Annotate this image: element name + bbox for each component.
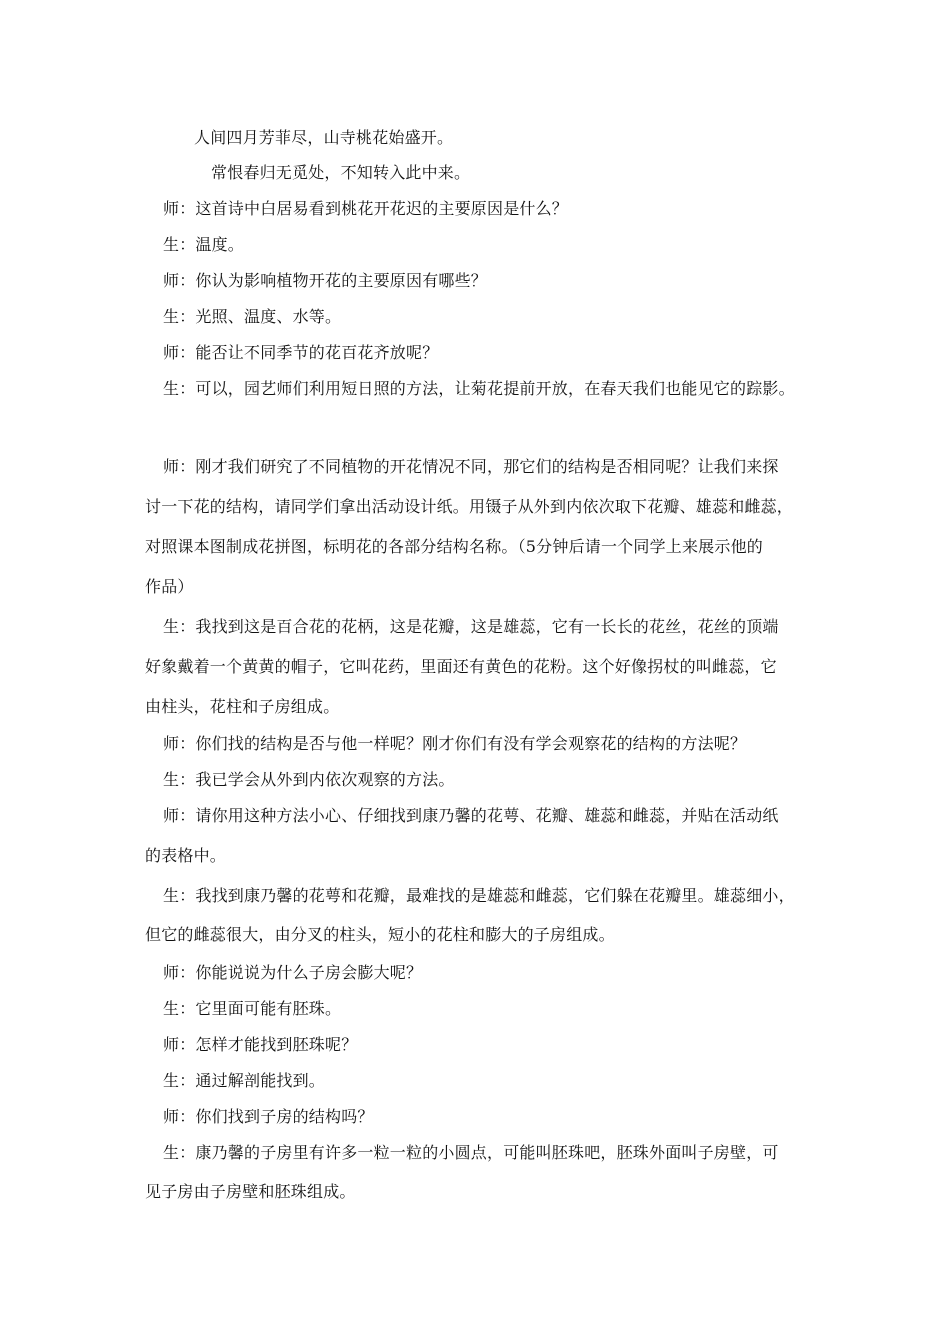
paragraph-line: 师：能否让不同季节的花百花齐放呢？ — [163, 343, 439, 362]
paragraph-line: 由柱头，花柱和子房组成。 — [145, 697, 340, 716]
paragraph-line: 作品） — [145, 577, 194, 596]
paragraph-line: 对照课本图制成花拼图，标明花的各部分结构名称。（5分钟后请一个同学上来展示他的 — [145, 537, 763, 556]
poem-line-1: 人间四月芳菲尽，山寺桃花始盛开。 — [194, 128, 454, 147]
paragraph-line: 师：你们找的结构是否与他一样呢？刚才你们有没有学会观察花的结构的方法呢？ — [163, 734, 747, 753]
paragraph-line: 师：你认为影响植物开花的主要原因有哪些？ — [163, 271, 488, 290]
paragraph-line: 见子房由子房壁和胚珠组成。 — [145, 1182, 356, 1201]
paragraph-line: 生：我已学会从外到内依次观察的方法。 — [163, 770, 455, 789]
paragraph-line: 生：我找到这是百合花的花柄，这是花瓣，这是雄蕊，它有一长长的花丝，花丝的顶端 — [163, 617, 779, 636]
paragraph-line: 好象戴着一个黄黄的帽子，它叫花药，里面还有黄色的花粉。这个好像拐杖的叫雌蕊，它 — [145, 657, 777, 676]
paragraph-line: 师：怎样才能找到胚珠呢？ — [163, 1035, 358, 1054]
paragraph-line: 生：康乃馨的子房里有许多一粒一粒的小圆点，可能叫胚珠吧，胚珠外面叫子房壁，可 — [163, 1143, 779, 1162]
paragraph-line: 生：通过解剖能找到。 — [163, 1071, 326, 1090]
paragraph-line: 师：你能说说为什么子房会膨大呢？ — [163, 963, 423, 982]
paragraph-line: 生：可以，园艺师们利用短日照的方法，让菊花提前开放，在春天我们也能见它的踪影。 — [163, 379, 795, 398]
paragraph-line: 的表格中。 — [145, 846, 227, 865]
paragraph-line: 生：它里面可能有胚珠。 — [163, 999, 342, 1018]
paragraph-line: 师：你们找到子房的结构吗？ — [163, 1107, 374, 1126]
paragraph-line: 师：请你用这种方法小心、仔细找到康乃馨的花萼、花瓣、雄蕊和雌蕊，并贴在活动纸 — [163, 806, 779, 825]
poem-line-2: 常恨春归无觅处，不知转入此中来。 — [211, 163, 471, 182]
paragraph-line: 师：刚才我们研究了不同植物的开花情况不同，那它们的结构是否相同呢？让我们来探 — [163, 457, 779, 476]
paragraph-line: 师：这首诗中白居易看到桃花开花迟的主要原因是什么？ — [163, 199, 569, 218]
paragraph-line: 但它的雌蕊很大，由分叉的柱头，短小的花柱和膨大的子房组成。 — [145, 925, 615, 944]
paragraph-line: 生：温度。 — [163, 235, 245, 254]
paragraph-line: 讨一下花的结构，请同学们拿出活动设计纸。用镊子从外到内依次取下花瓣、雄蕊和雌蕊， — [145, 497, 794, 516]
paragraph-line: 生：光照、温度、水等。 — [163, 307, 342, 326]
paragraph-line: 生：我找到康乃馨的花萼和花瓣，最难找的是雄蕊和雌蕊，它们躲在花瓣里。雄蕊细小， — [163, 886, 795, 905]
